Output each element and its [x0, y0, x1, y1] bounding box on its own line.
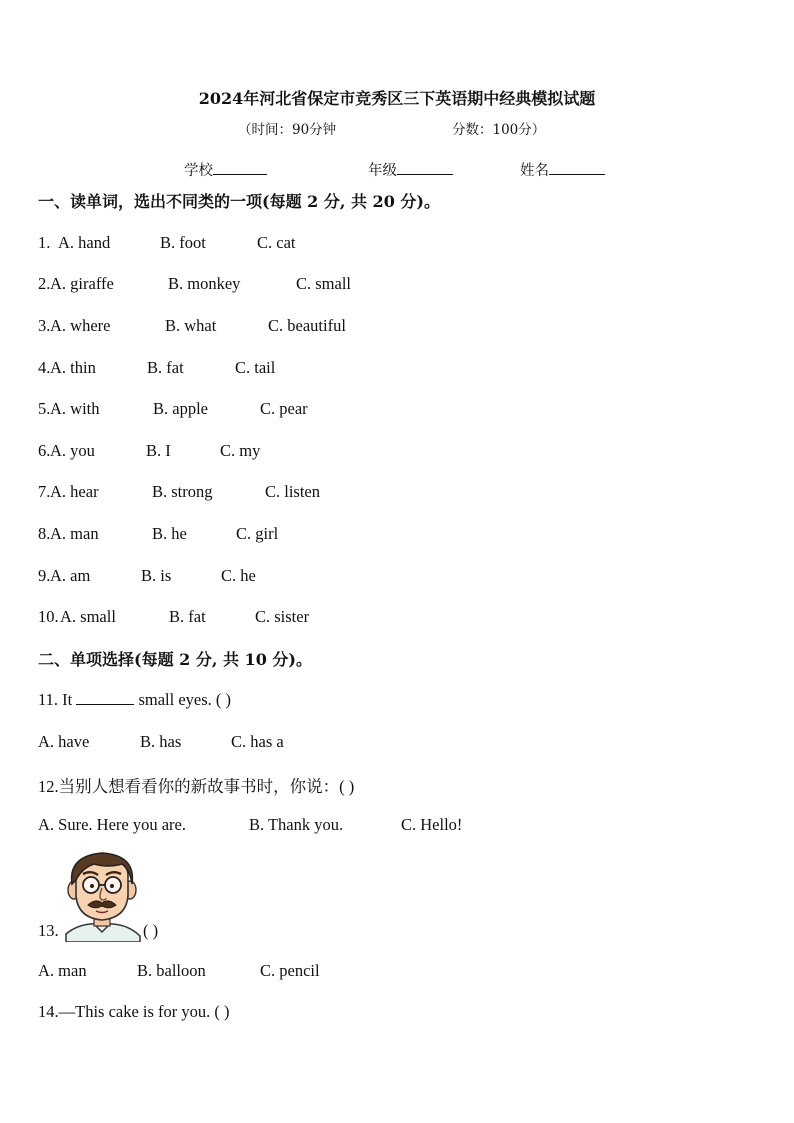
- question-14: [38, 1002, 230, 1022]
- q1-option-a[interactable]: A. hand: [58, 233, 111, 252]
- q2-question-number: 2.: [38, 274, 51, 293]
- q3-option-b[interactable]: B. what: [165, 316, 217, 335]
- q12-prompt: 12.当别人想看看你的新故事书时，你说：( ): [38, 777, 355, 796]
- q5-option-a[interactable]: A. with: [50, 399, 100, 418]
- q13-paren: ( ): [143, 921, 159, 940]
- grade-label: 年级: [368, 163, 397, 179]
- q2-option-c[interactable]: C. small: [296, 274, 352, 293]
- q6-option-c[interactable]: C. my: [220, 441, 261, 460]
- question-11: [38, 690, 231, 710]
- q3-question-number: 3.: [38, 316, 51, 335]
- q8-option-b[interactable]: B. he: [152, 524, 187, 543]
- q11-stem-end: small eyes. ( ): [134, 690, 232, 709]
- q9-option-a[interactable]: A. am: [50, 566, 91, 585]
- q8-option-c[interactable]: C. girl: [236, 524, 279, 543]
- name-blank[interactable]: [549, 160, 605, 175]
- q7-question-number: 7.: [38, 482, 51, 501]
- q13-number: 13.: [38, 921, 59, 940]
- q6-question-number: 6.: [38, 441, 51, 460]
- q10-option-a[interactable]: A. small: [60, 607, 116, 626]
- q7-option-b[interactable]: B. strong: [152, 482, 213, 501]
- q13-option-b[interactable]: B. balloon: [137, 961, 206, 980]
- school-field: [184, 159, 267, 180]
- q4-question-number: 4.: [38, 358, 51, 377]
- q4-option-c[interactable]: C. tail: [235, 358, 276, 377]
- q8-option-a[interactable]: A. man: [50, 524, 99, 543]
- q2-option-a[interactable]: A. giraffe: [50, 274, 114, 293]
- q6-option-a[interactable]: A. you: [50, 441, 95, 460]
- question-12: [38, 773, 354, 797]
- q12-option-a[interactable]: A. Sure. Here you are.: [38, 815, 186, 834]
- name-label: 姓名: [520, 163, 549, 179]
- q5-option-c[interactable]: C. pear: [260, 399, 308, 418]
- q8-question-number: 8.: [38, 524, 51, 543]
- q10-option-c[interactable]: C. sister: [255, 607, 310, 626]
- q9-option-c[interactable]: C. he: [221, 566, 256, 585]
- q10-question-number: 10.: [38, 607, 59, 626]
- q14-prompt: 14.—This cake is for you. ( ): [38, 1002, 230, 1021]
- q13-option-a[interactable]: A. man: [38, 961, 87, 980]
- q2-option-b[interactable]: B. monkey: [168, 274, 241, 293]
- q12-option-b[interactable]: B. Thank you.: [249, 815, 344, 834]
- grade-field: [368, 159, 453, 180]
- exam-time: （时间：90分钟: [238, 122, 337, 138]
- section-1-heading: 一、读单词，选出不同类的一项(每题 2 分, 共 20 分)。: [38, 192, 440, 211]
- q9-question-number: 9.: [38, 566, 51, 585]
- school-blank[interactable]: [213, 160, 267, 175]
- page-title: 2024年河北省保定市竞秀区三下英语期中经典模拟试题: [198, 89, 596, 108]
- q9-option-b[interactable]: B. is: [141, 566, 172, 585]
- q4-option-a[interactable]: A. thin: [50, 358, 96, 377]
- q1-option-b[interactable]: B. foot: [160, 233, 206, 252]
- q5-option-b[interactable]: B. apple: [153, 399, 208, 418]
- q7-option-c[interactable]: C. listen: [265, 482, 321, 501]
- school-label: 学校: [184, 163, 213, 179]
- q4-option-b[interactable]: B. fat: [147, 358, 184, 377]
- q7-option-a[interactable]: A. hear: [50, 482, 99, 501]
- section-2-heading: 二、单项选择(每题 2 分, 共 10 分)。: [38, 650, 312, 669]
- q11-option-a[interactable]: A. have: [38, 732, 90, 751]
- q13-option-c[interactable]: C. pencil: [260, 961, 320, 980]
- q10-option-b[interactable]: B. fat: [169, 607, 206, 626]
- q12-option-c[interactable]: C. Hello!: [401, 815, 463, 834]
- exam-score: 分数：100分）: [452, 122, 546, 138]
- q11-stem-start: 11. It: [38, 690, 77, 709]
- q1-question-number: 1.: [38, 233, 51, 252]
- q1-option-c[interactable]: C. cat: [257, 233, 296, 252]
- q5-question-number: 5.: [38, 399, 51, 418]
- q3-option-c[interactable]: C. beautiful: [268, 316, 346, 335]
- name-field: [520, 159, 605, 180]
- q3-option-a[interactable]: A. where: [50, 316, 111, 335]
- q11-option-b[interactable]: B. has: [140, 732, 182, 751]
- grade-blank[interactable]: [397, 160, 453, 175]
- man-illustration: [60, 850, 144, 942]
- q6-option-b[interactable]: B. I: [146, 441, 171, 460]
- q11-option-c[interactable]: C. has a: [231, 732, 284, 751]
- q11-blank[interactable]: [76, 690, 134, 705]
